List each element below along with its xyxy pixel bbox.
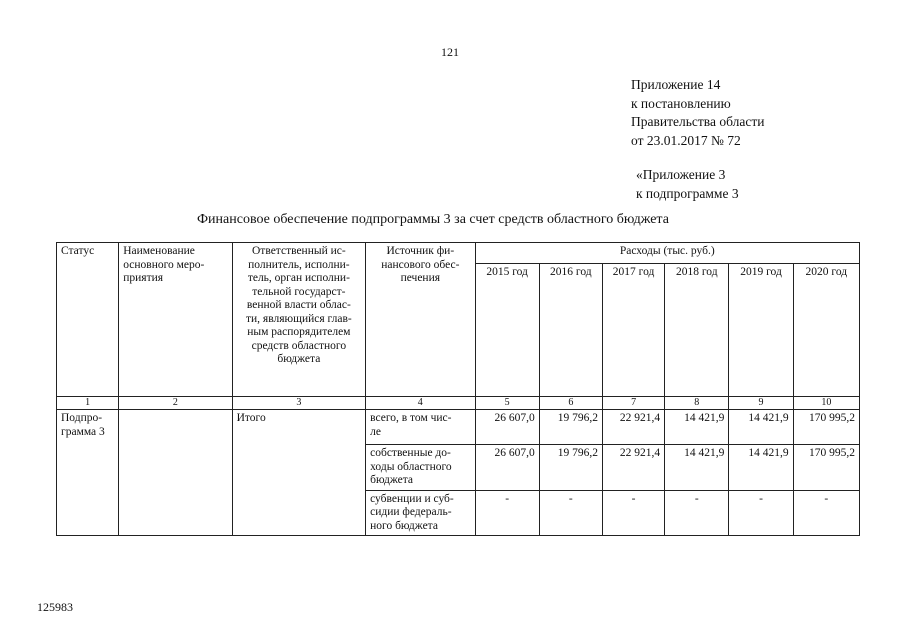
value-cell: 14 421,9 (665, 410, 729, 445)
sub-appendix-header (636, 166, 739, 203)
value-cell: 14 421,9 (665, 445, 729, 491)
value-cell: - (475, 490, 539, 536)
status-cell: Подпро- грамма 3 (57, 410, 119, 536)
value-cell: 22 921,4 (602, 410, 664, 445)
sub-appendix-line: «Приложение 3 (636, 167, 726, 182)
source-cell: субвенции и суб- сидии федераль- ного бюджета (366, 490, 475, 536)
column-number: 3 (232, 397, 365, 410)
appendix-header (631, 76, 764, 150)
column-number: 6 (539, 397, 602, 410)
appendix-line: Правительства области (631, 114, 765, 129)
header-year: 2017 год (602, 264, 664, 397)
sub-appendix-line: к подпрограмме 3 (636, 185, 739, 201)
header-year: 2016 год (539, 264, 602, 397)
footer-code: 125983 (37, 600, 73, 614)
header-source: Источник фи- нансового обес- печения (366, 243, 475, 397)
column-number: 9 (729, 397, 793, 410)
value-cell: 19 796,2 (539, 445, 602, 491)
column-number: 7 (602, 397, 664, 410)
value-cell: - (602, 490, 664, 536)
value-cell: 14 421,9 (729, 410, 793, 445)
column-number: 2 (119, 397, 232, 410)
header-row (57, 243, 860, 264)
header-year: 2018 год (665, 264, 729, 397)
document-title: Финансовое обеспечение подпрограммы 3 за счет средств областного бюджета (197, 212, 669, 227)
header-year: 2015 год (475, 264, 539, 397)
header-expenses: Расходы (тыс. руб.) (475, 243, 860, 264)
column-number: 8 (665, 397, 729, 410)
value-cell: 26 607,0 (475, 445, 539, 491)
value-cell: - (793, 490, 859, 536)
appendix-line: Приложение 14 (631, 77, 721, 92)
value-cell: 170 995,2 (793, 410, 859, 445)
value-cell: - (729, 490, 793, 536)
column-number: 4 (366, 397, 475, 410)
value-cell: - (665, 490, 729, 536)
header-year: 2020 год (793, 264, 859, 397)
event-cell (119, 410, 232, 536)
source-cell: всего, в том чис- ле (366, 410, 475, 445)
header-event: Наименование основного меро- приятия (119, 243, 232, 397)
column-number: 5 (475, 397, 539, 410)
executor-cell: Итого (232, 410, 365, 536)
table-row (57, 410, 860, 445)
value-cell: 14 421,9 (729, 445, 793, 491)
header-year: 2019 год (729, 264, 793, 397)
finance-table (56, 242, 860, 536)
column-number-row (57, 397, 860, 410)
value-cell: - (539, 490, 602, 536)
value-cell: 22 921,4 (602, 445, 664, 491)
page-number: 121 (441, 45, 459, 59)
value-cell: 19 796,2 (539, 410, 602, 445)
header-status: Статус (57, 243, 119, 397)
appendix-line: от 23.01.2017 № 72 (631, 132, 741, 148)
column-number: 10 (793, 397, 859, 410)
source-cell: собственные до- ходы областного бюджета (366, 445, 475, 491)
value-cell: 26 607,0 (475, 410, 539, 445)
appendix-line: к постановлению (631, 95, 731, 111)
column-number: 1 (57, 397, 119, 410)
value-cell: 170 995,2 (793, 445, 859, 491)
header-executor: Ответственный ис- полнитель, исполни- тель, орган исполни- тельной государст- венной власти облас- ти, являющийся глав- ным распорядителем средств областного бюджета (232, 243, 365, 397)
